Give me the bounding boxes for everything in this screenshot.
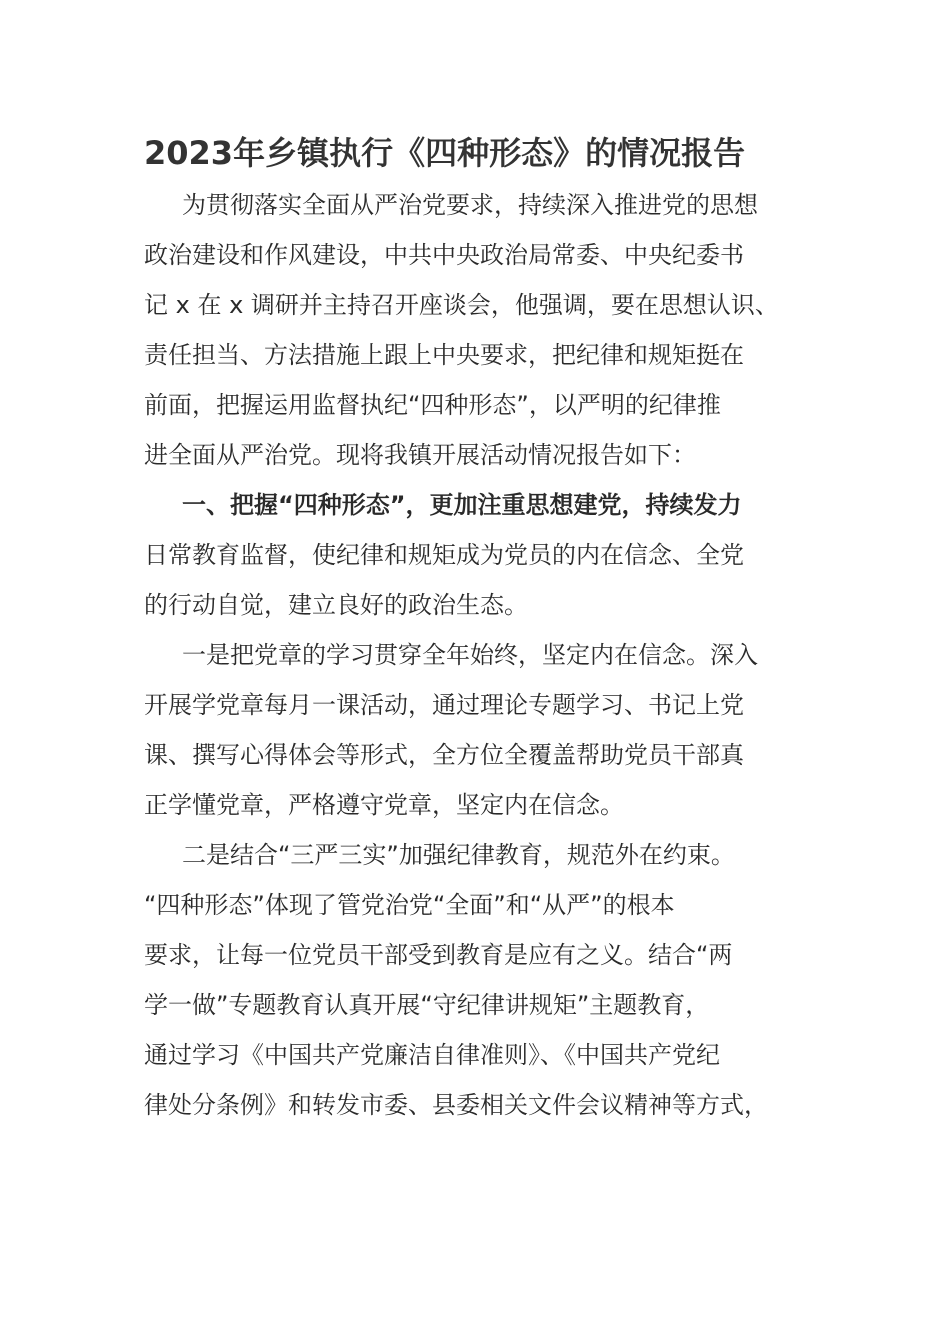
- paragraph-line: 要求，让每一位党员干部受到教育是应有之义。结合“两: [144, 941, 733, 969]
- section-heading: 一、把握“四种形态”，更加注重思想建党，持续发力: [182, 491, 742, 519]
- paragraph-line: 二是结合“三严三实”加强纪律教育，规范外在约束。: [182, 841, 735, 869]
- paragraph-line: 课、撰写心得体会等形式，全方位全覆盖帮助党员干部真: [144, 741, 744, 769]
- paragraph-line: 为贯彻落实全面从严治党要求，持续深入推进党的思想: [182, 191, 758, 219]
- point-2-paragraph: [144, 830, 798, 1130]
- paragraph-line: 通过学习《中国共产党廉洁自律准则》、《中国共产党纪: [144, 1041, 720, 1069]
- paragraph-line: 的行动自觉，建立良好的政治生态。: [144, 591, 528, 619]
- paragraph-line: 正学懂党章，严格遵守党章，坚定内在信念。: [144, 791, 624, 819]
- paragraph-line: 责任担当、方法措施上跟上中央要求，把纪律和规矩挺在: [144, 341, 744, 369]
- point-1-paragraph: [144, 630, 798, 830]
- paragraph-line: 一是把党章的学习贯穿全年始终，坚定内在信念。深入: [182, 641, 758, 669]
- paragraph-line: 进全面从严治党。现将我镇开展活动情况报告如下：: [144, 441, 696, 469]
- intro-paragraph: [144, 180, 798, 480]
- document-page: [144, 128, 798, 1130]
- document-title: 2023年乡镇执行《四种形态》的情况报告: [144, 134, 746, 172]
- section-1-paragraph: [144, 480, 798, 630]
- paragraph-line: “四种形态”体现了管党治党“全面”和“从严”的根本: [144, 891, 675, 919]
- paragraph-line: 记 x 在 x 调研并主持召开座谈会，他强调，要在思想认识、: [144, 291, 779, 319]
- paragraph-line: 日常教育监督，使纪律和规矩成为党员的内在信念、全党: [144, 541, 744, 569]
- paragraph-line: 开展学党章每月一课活动，通过理论专题学习、书记上党: [144, 691, 744, 719]
- paragraph-line: 学一做”专题教育认真开展“守纪律讲规矩”主题教育，: [144, 991, 710, 1019]
- paragraph-line: 律处分条例》和转发市委、县委相关文件会议精神等方式，: [144, 1091, 768, 1119]
- paragraph-line: 政治建设和作风建设，中共中央政治局常委、中央纪委书: [144, 241, 744, 269]
- paragraph-line: 前面，把握运用监督执纪“四种形态”，以严明的纪律推: [144, 391, 721, 419]
